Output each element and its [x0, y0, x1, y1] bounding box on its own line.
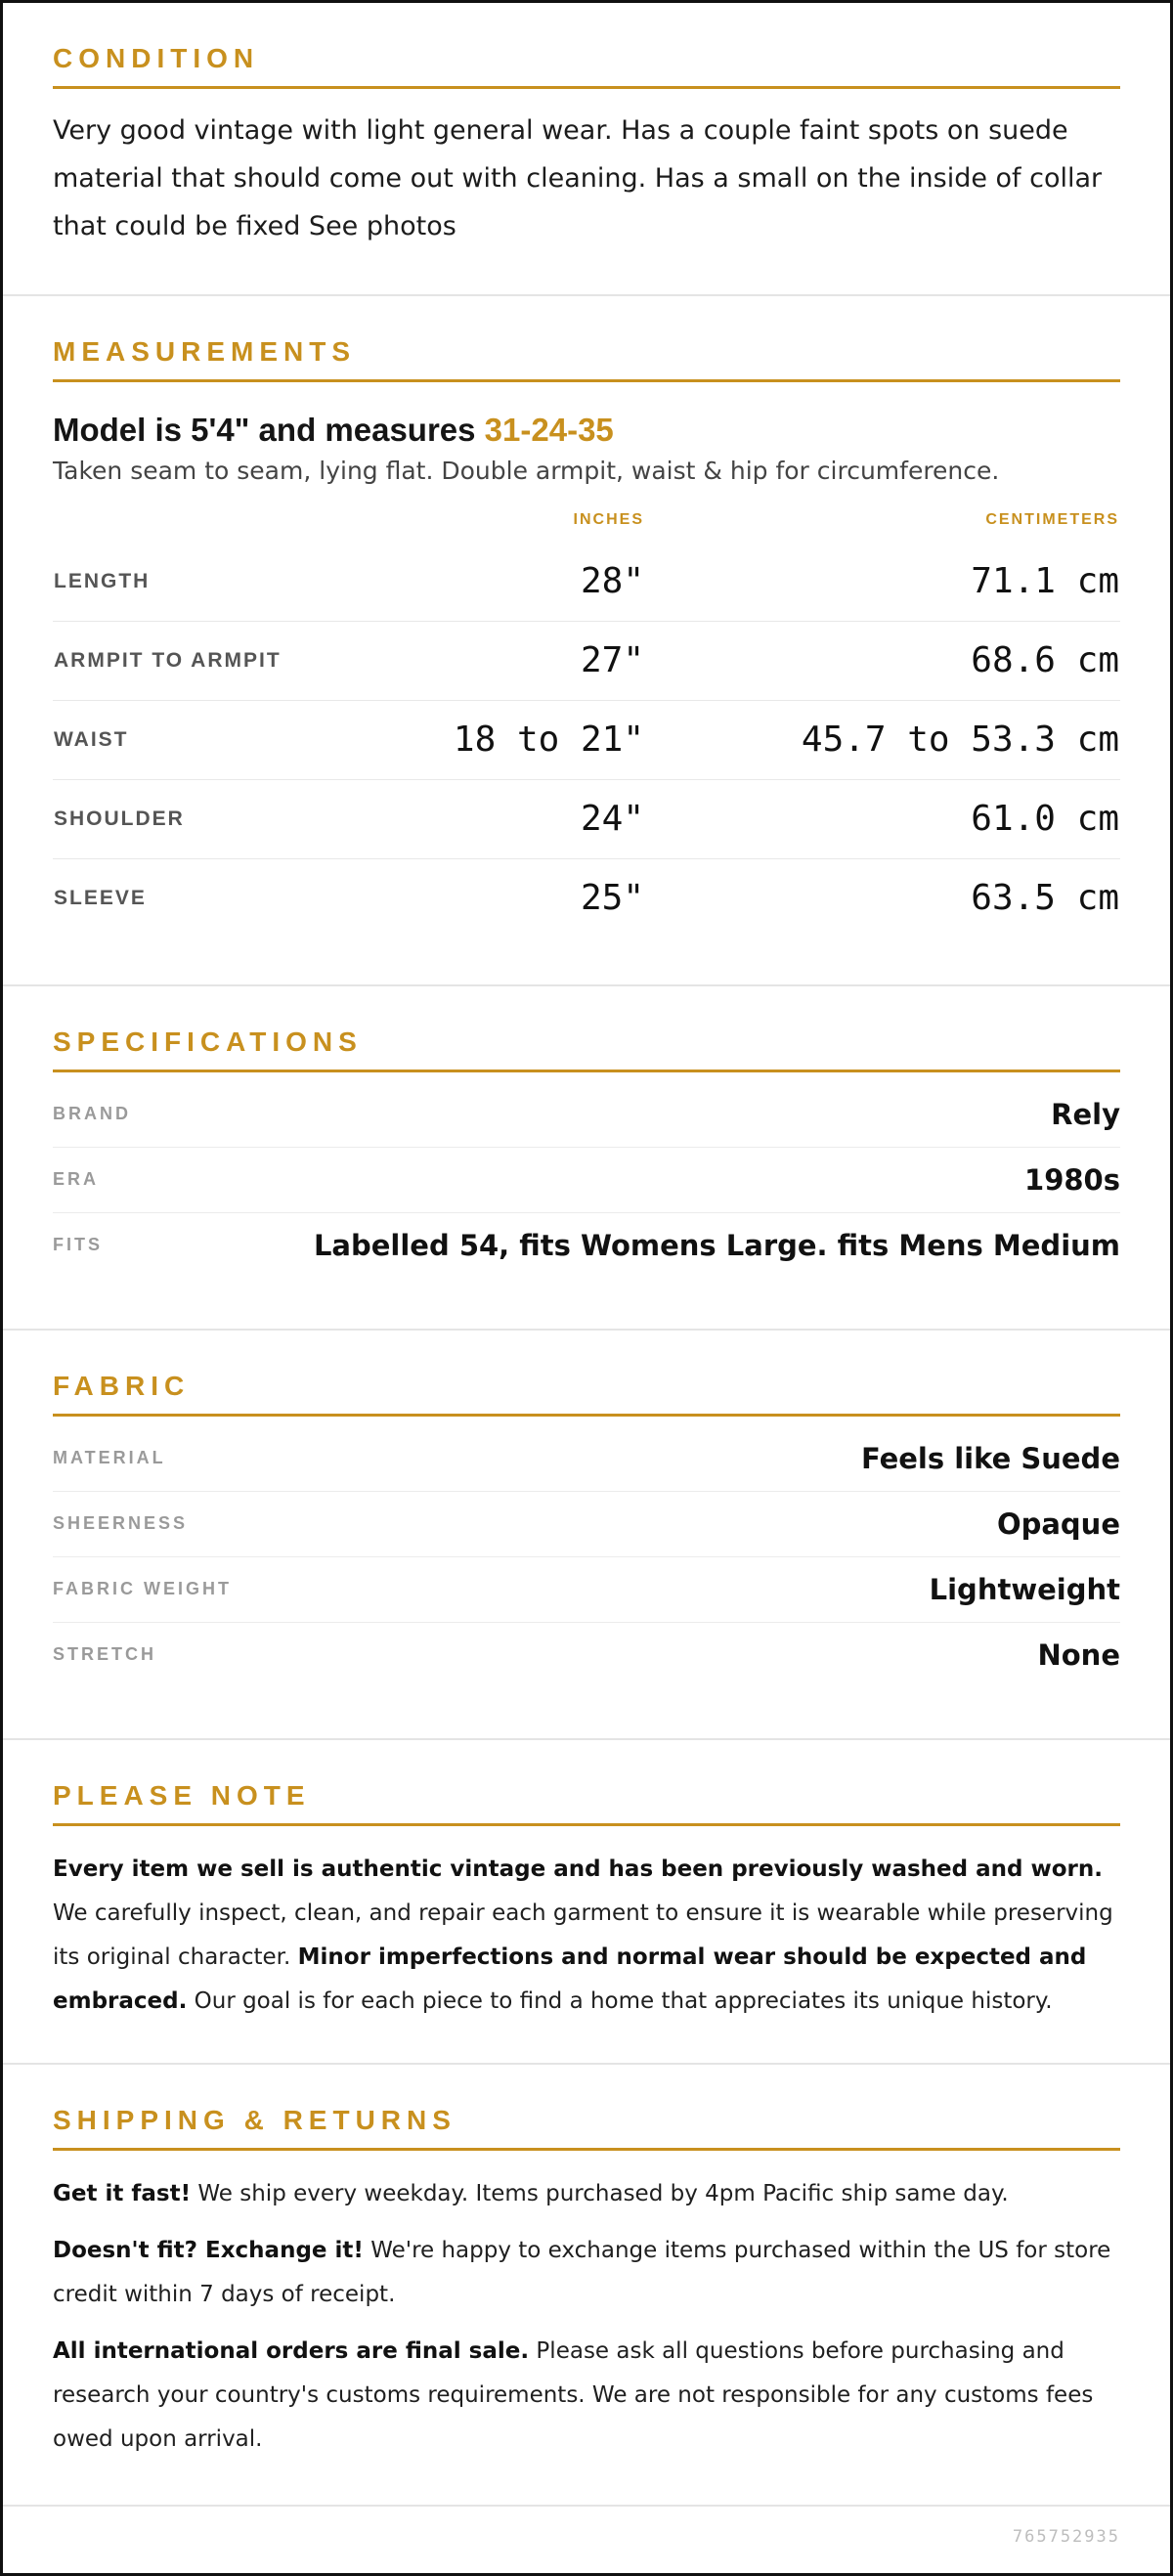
measurements-title: MEASUREMENTS	[53, 337, 1120, 382]
spec-value: 1980s	[1024, 1162, 1120, 1197]
list-item	[53, 1492, 1120, 1557]
measurement-cm: 45.7 to 53.3 cm	[645, 700, 1120, 779]
note-bold-2: Minor imperfections and normal wear should be expected and embraced.	[53, 1943, 1087, 2014]
fabric-list	[53, 1426, 1120, 1687]
table-row	[53, 543, 1120, 622]
list-item	[53, 1213, 1120, 1278]
model-prefix: Model is 5'4" and measures	[53, 411, 485, 448]
fabric-label: MATERIAL	[53, 1448, 166, 1468]
fabric-value: Feels like Suede	[860, 1441, 1120, 1475]
measurements-table	[53, 510, 1120, 938]
measurement-label: SLEEVE	[54, 886, 147, 909]
measurement-cm: 68.6 cm	[645, 621, 1120, 700]
column-spacer	[53, 510, 375, 543]
shipping-paragraph	[53, 2172, 1120, 2216]
please-note-section	[3, 1740, 1170, 2065]
list-item	[53, 1426, 1120, 1492]
shipping-text: We ship every weekday. Items purchased by 4pm Pacific ship same day.	[191, 2180, 1009, 2206]
spec-label: BRAND	[53, 1104, 131, 1124]
measurement-inches: 28"	[375, 543, 645, 622]
measurement-inches: 25"	[580, 878, 644, 919]
item-code: 765752935	[1012, 2527, 1120, 2547]
measurement-label: SHOULDER	[53, 779, 375, 858]
fabric-value: Opaque	[996, 1506, 1120, 1541]
note-text-2: Our goal is for each piece to find a home that appreciates its unique history.	[187, 1987, 1053, 2014]
international-bold: All international orders are final sale.	[53, 2337, 530, 2364]
measurement-inches: 24"	[375, 779, 645, 858]
table-row	[53, 779, 1120, 858]
shipping-content	[53, 2172, 1120, 2462]
exchange-paragraph	[53, 2229, 1120, 2317]
measurements-section	[3, 296, 1170, 986]
shipping-title: SHIPPING & RETURNS	[53, 2106, 1120, 2151]
note-bold-1: Every item we sell is authentic vintage and has been previously washed and worn.	[53, 1856, 1103, 1882]
exchange-bold: Doesn't fit? Exchange it!	[53, 2237, 364, 2263]
measurement-label: ARMPIT TO ARMPIT	[53, 621, 375, 700]
specifications-section	[3, 986, 1170, 1331]
spec-value: Rely	[1051, 1097, 1120, 1131]
note-text-1: We carefully inspect, clean, and repair each garment to ensure it is wearable while preserving its original character.	[53, 1899, 1113, 1970]
shipping-section	[3, 2065, 1170, 2507]
measurement-inches: 18 to 21"	[375, 700, 645, 779]
measurement-note: Taken seam to seam, lying flat. Double armpit, waist & hip for circumference.	[53, 456, 1000, 485]
column-centimeters-header: CENTIMETERS	[985, 510, 1119, 528]
condition-section	[3, 3, 1170, 296]
specifications-title: SPECIFICATIONS	[53, 1027, 1120, 1072]
column-inches-header: INCHES	[573, 510, 644, 528]
table-row	[53, 858, 1120, 938]
condition-title: CONDITION	[53, 44, 1120, 89]
fabric-title: FABRIC	[53, 1372, 1120, 1417]
list-item	[53, 1623, 1120, 1687]
shipping-bold: Get it fast!	[53, 2180, 192, 2206]
model-measurements	[53, 412, 1120, 449]
measurement-cm: 61.0 cm	[645, 779, 1120, 858]
spec-label: ERA	[53, 1169, 100, 1190]
measurement-label: WAIST	[53, 700, 375, 779]
list-item	[53, 1148, 1120, 1213]
measurement-label: LENGTH	[53, 543, 375, 622]
please-note-title: PLEASE NOTE	[53, 1781, 1120, 1826]
fabric-section	[3, 1331, 1170, 1740]
list-item	[53, 1082, 1120, 1148]
measurement-inches: 27"	[375, 621, 645, 700]
fabric-value: Lightweight	[929, 1572, 1120, 1606]
list-item	[53, 1557, 1120, 1623]
fabric-label: FABRIC WEIGHT	[53, 1579, 232, 1599]
exchange-text: We're happy to exchange items purchased within the US for store credit within 7 days of receipt.	[53, 2237, 1111, 2307]
spec-label: FITS	[53, 1235, 103, 1255]
model-measure-value: 31-24-35	[484, 411, 614, 448]
international-text: Please ask all questions before purchasing and research your country's customs requirements. We are not responsible for any customs fees owed upon arrival.	[53, 2337, 1094, 2452]
please-note-text	[53, 1848, 1120, 2024]
fabric-value: None	[1037, 1637, 1120, 1672]
measurement-cm: 71.1 cm	[645, 543, 1120, 622]
condition-text: Very good vintage with light general wear. Has a couple faint spots on suede material that should come out with cleaning. Has a small on the inside of collar that could be fixed See photos	[53, 114, 1103, 241]
fabric-label: SHEERNESS	[53, 1513, 189, 1534]
fabric-label: STRETCH	[53, 1644, 156, 1665]
measurement-cm: 63.5 cm	[971, 878, 1119, 919]
international-paragraph	[53, 2330, 1120, 2462]
table-row	[53, 621, 1120, 700]
specifications-list	[53, 1082, 1120, 1278]
spec-value: Labelled 54, fits Womens Large. fits Mens Medium	[313, 1228, 1120, 1262]
table-row	[53, 700, 1120, 779]
